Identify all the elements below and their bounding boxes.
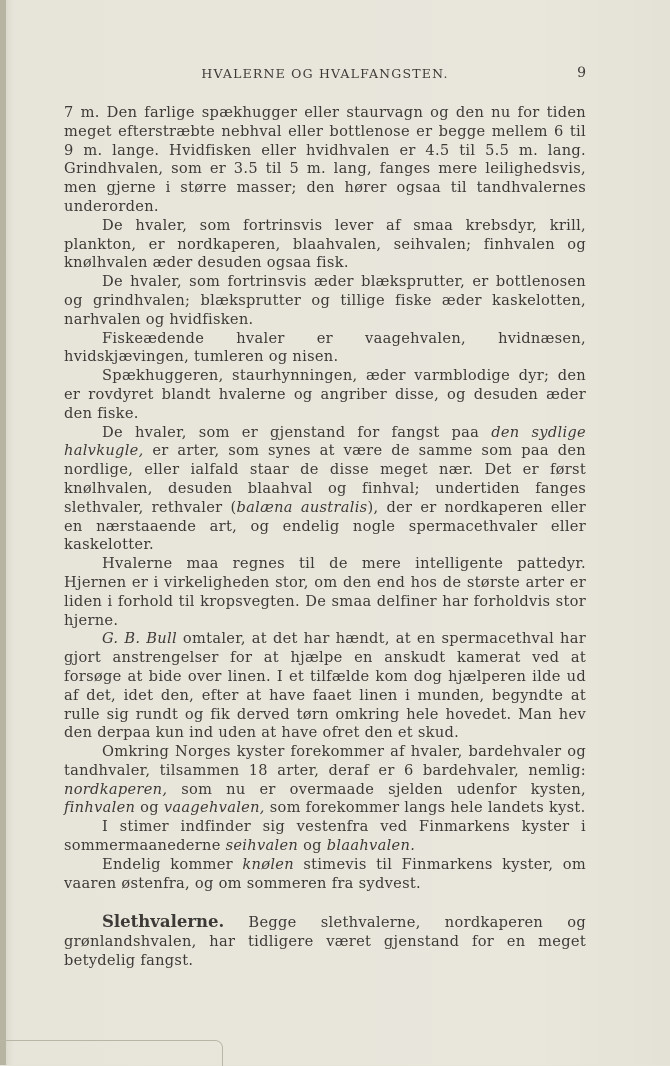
italic-term: G. B. Bull bbox=[102, 630, 177, 648]
text-run: De hvaler, som fortrinsvis lever af smaa krebsdyr, krill, plankton, er nordkaperen, blaahvalen, seihvalen; finhvalen og knølhvalen æder desuden ogsaa fisk. bbox=[64, 216, 586, 272]
paragraph bbox=[64, 743, 586, 818]
running-title: HVALERNE OG HVALFANGSTEN. bbox=[201, 66, 449, 81]
text-run: De hvaler, som fortrinsvis æder blæksprutter, er bottlenosen og grindhvalen; blæksprutter og tillige fiske æder kaskelotten, narhvalen og hvidfisken. bbox=[64, 273, 586, 328]
text-run: Endelig kommer bbox=[102, 855, 243, 873]
italic-term: balæna australis bbox=[236, 498, 368, 516]
italic-term: knølen bbox=[242, 855, 294, 873]
paragraph bbox=[64, 273, 586, 329]
paragraph bbox=[64, 555, 586, 630]
text-run: 7 m. Den farlige spækhugger eller staurvagn og den nu for tiden meget efterstræbte nebhval eller bottlenose er begge mellem 6 til 9 m. lange. Hvidfisken eller hvidhvalen er 4.5 til 5.5 m. lang. Grindhvalen, som er 3.5 til 5 m. lang, fanges mere leilighedsvis, men gjerne i større masser; den hører ogsaa til tandhvalernes underorden. bbox=[64, 104, 586, 215]
text-run: som forekommer langs hele landets kyst. bbox=[264, 799, 586, 817]
section-paragraph bbox=[64, 913, 586, 970]
paragraph bbox=[64, 217, 586, 273]
text-run: Begge slethvalerne, nordkaperen og grønlandshvalen, har tidligere været gjenstand for en meget betydelig fangst. bbox=[64, 914, 586, 970]
italic-term: seihvalen bbox=[225, 837, 299, 855]
paragraph bbox=[64, 367, 586, 423]
text-run: stimevis til Finmarkens kyster, om vaaren østenfra, og om sommeren fra sydvest. bbox=[64, 855, 587, 892]
text-run: I stimer indfinder sig vestenfra ved Finmarkens kyster i sommermaanederne bbox=[64, 818, 586, 855]
text-run: Hvalerne maa regnes til de mere intelligente pattedyr. Hjernen er i virkeligheden stor, om den end hos de største arter er liden i forhold til kropsvegten. De smaa delfiner har forholdvis stor hjerne. bbox=[64, 555, 586, 629]
body-text bbox=[64, 104, 586, 971]
text-run: omtaler, at det har hændt, at en spermacethval har gjort anstrengelser for at hjælpe en anskudt kamerat ved at forsøge at bide over linen. I et tilfælde kom dog hjælperen ilde ud af det, idet den, efter at have faaet linen i munden, begyndte at rulle sig rundt og fik derved tørn omkring hele hovedet. Man hev den derpaa kun ind uden at have ofret den et skud. bbox=[64, 630, 586, 742]
italic-term: vaagehvalen, bbox=[163, 799, 265, 817]
text-run: og bbox=[135, 799, 164, 817]
italic-term: nordkaperen, bbox=[64, 780, 168, 798]
paragraph bbox=[64, 630, 586, 743]
paragraph bbox=[64, 104, 586, 217]
section-heading: Slethvalerne. bbox=[102, 912, 225, 932]
italic-term: blaahvalen. bbox=[326, 837, 416, 855]
text-run: Omkring Norges kyster forekommer af hvaler, bardehvaler og tandhvaler, tilsammen 18 arter, deraf er 6 bardehvaler, nemlig: bbox=[64, 743, 586, 779]
paragraph bbox=[64, 424, 586, 556]
text-run: ), der er nordkaperen eller en nærstaaende art, og endelig nogle spermacethvaler eller kaskelotter. bbox=[64, 498, 587, 554]
page-bottom-mark bbox=[0, 1040, 223, 1066]
text-run: Spækhuggeren, staurhynningen, æder varmblodige dyr; den er rovdyret blandt hvalerne og angriber disse, og desuden æder den fiske. bbox=[64, 367, 586, 422]
italic-term: den sydlige halvkugle, bbox=[64, 423, 586, 460]
paragraph bbox=[64, 818, 586, 856]
running-header bbox=[64, 66, 586, 86]
text-run: og bbox=[298, 837, 327, 855]
page-number: 9 bbox=[577, 65, 586, 81]
page-binding-edge bbox=[0, 0, 6, 1065]
text-run: er arter, som synes at være de samme som paa den nordlige, eller ialfald staar de disse meget nær. Det er først knølhvalen, desuden blaahval og finhval; undertiden fanges slethvaler, rethvaler ( bbox=[64, 442, 586, 516]
paragraph bbox=[64, 330, 586, 368]
italic-term: finhvalen bbox=[64, 799, 136, 817]
text-run: Fiskeædende hvaler er vaagehvalen, hvidnæsen, hvidskjævingen, tumleren og nisen. bbox=[64, 329, 586, 366]
text-run: De hvaler, som er gjenstand for fangst paa bbox=[102, 423, 492, 441]
text-run: som nu er overmaade sjelden udenfor kysten, bbox=[167, 780, 586, 798]
paragraph bbox=[64, 856, 586, 894]
